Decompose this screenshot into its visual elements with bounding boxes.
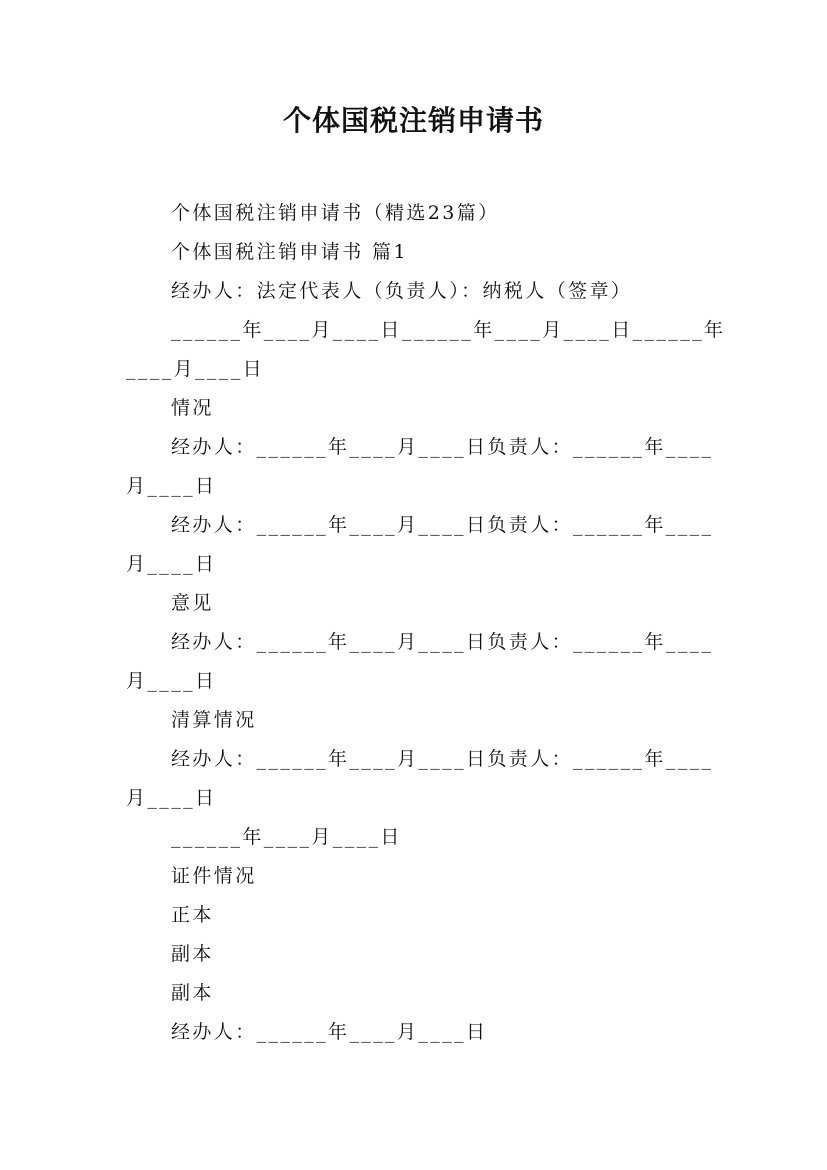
document-line: 情况 — [171, 397, 214, 419]
document-line: 经办人：______年____月____日负责人：______年____ — [171, 436, 714, 458]
document-line: 意见 — [171, 592, 214, 614]
document-line: 月____日 — [126, 670, 217, 692]
document-line: 月____日 — [126, 787, 217, 809]
document-line: 清算情况 — [171, 709, 257, 731]
document-title: 个体国税注销申请书 — [282, 104, 544, 137]
document-line: 经办人：______年____月____日负责人：______年____ — [171, 631, 714, 653]
document-line: 月____日 — [126, 475, 217, 497]
document-line: 个体国税注销申请书 篇1 — [171, 241, 408, 263]
document-body — [126, 194, 726, 1052]
document-line: 证件情况 — [171, 865, 257, 887]
document-line: 经办人：______年____月____日负责人：______年____ — [171, 514, 714, 536]
document-line: 经办人：______年____月____日负责人：______年____ — [171, 748, 714, 770]
document-line: 经办人：______年____月____日 — [171, 1021, 488, 1043]
document-line: 副本 — [171, 943, 214, 965]
document-line: 经办人：法定代表人（负责人）：纳税人（签章） — [171, 280, 633, 302]
document-line: 正本 — [171, 904, 214, 926]
document-line: 个体国税注销申请书（精选23篇） — [171, 202, 500, 224]
document-line: ______年____月____日______年____月____日______年 — [171, 319, 726, 341]
document-line: 副本 — [171, 982, 214, 1004]
document-line: 月____日 — [126, 553, 217, 575]
document-line: ______年____月____日 — [171, 826, 402, 848]
document-line: ____月____日 — [126, 358, 265, 380]
